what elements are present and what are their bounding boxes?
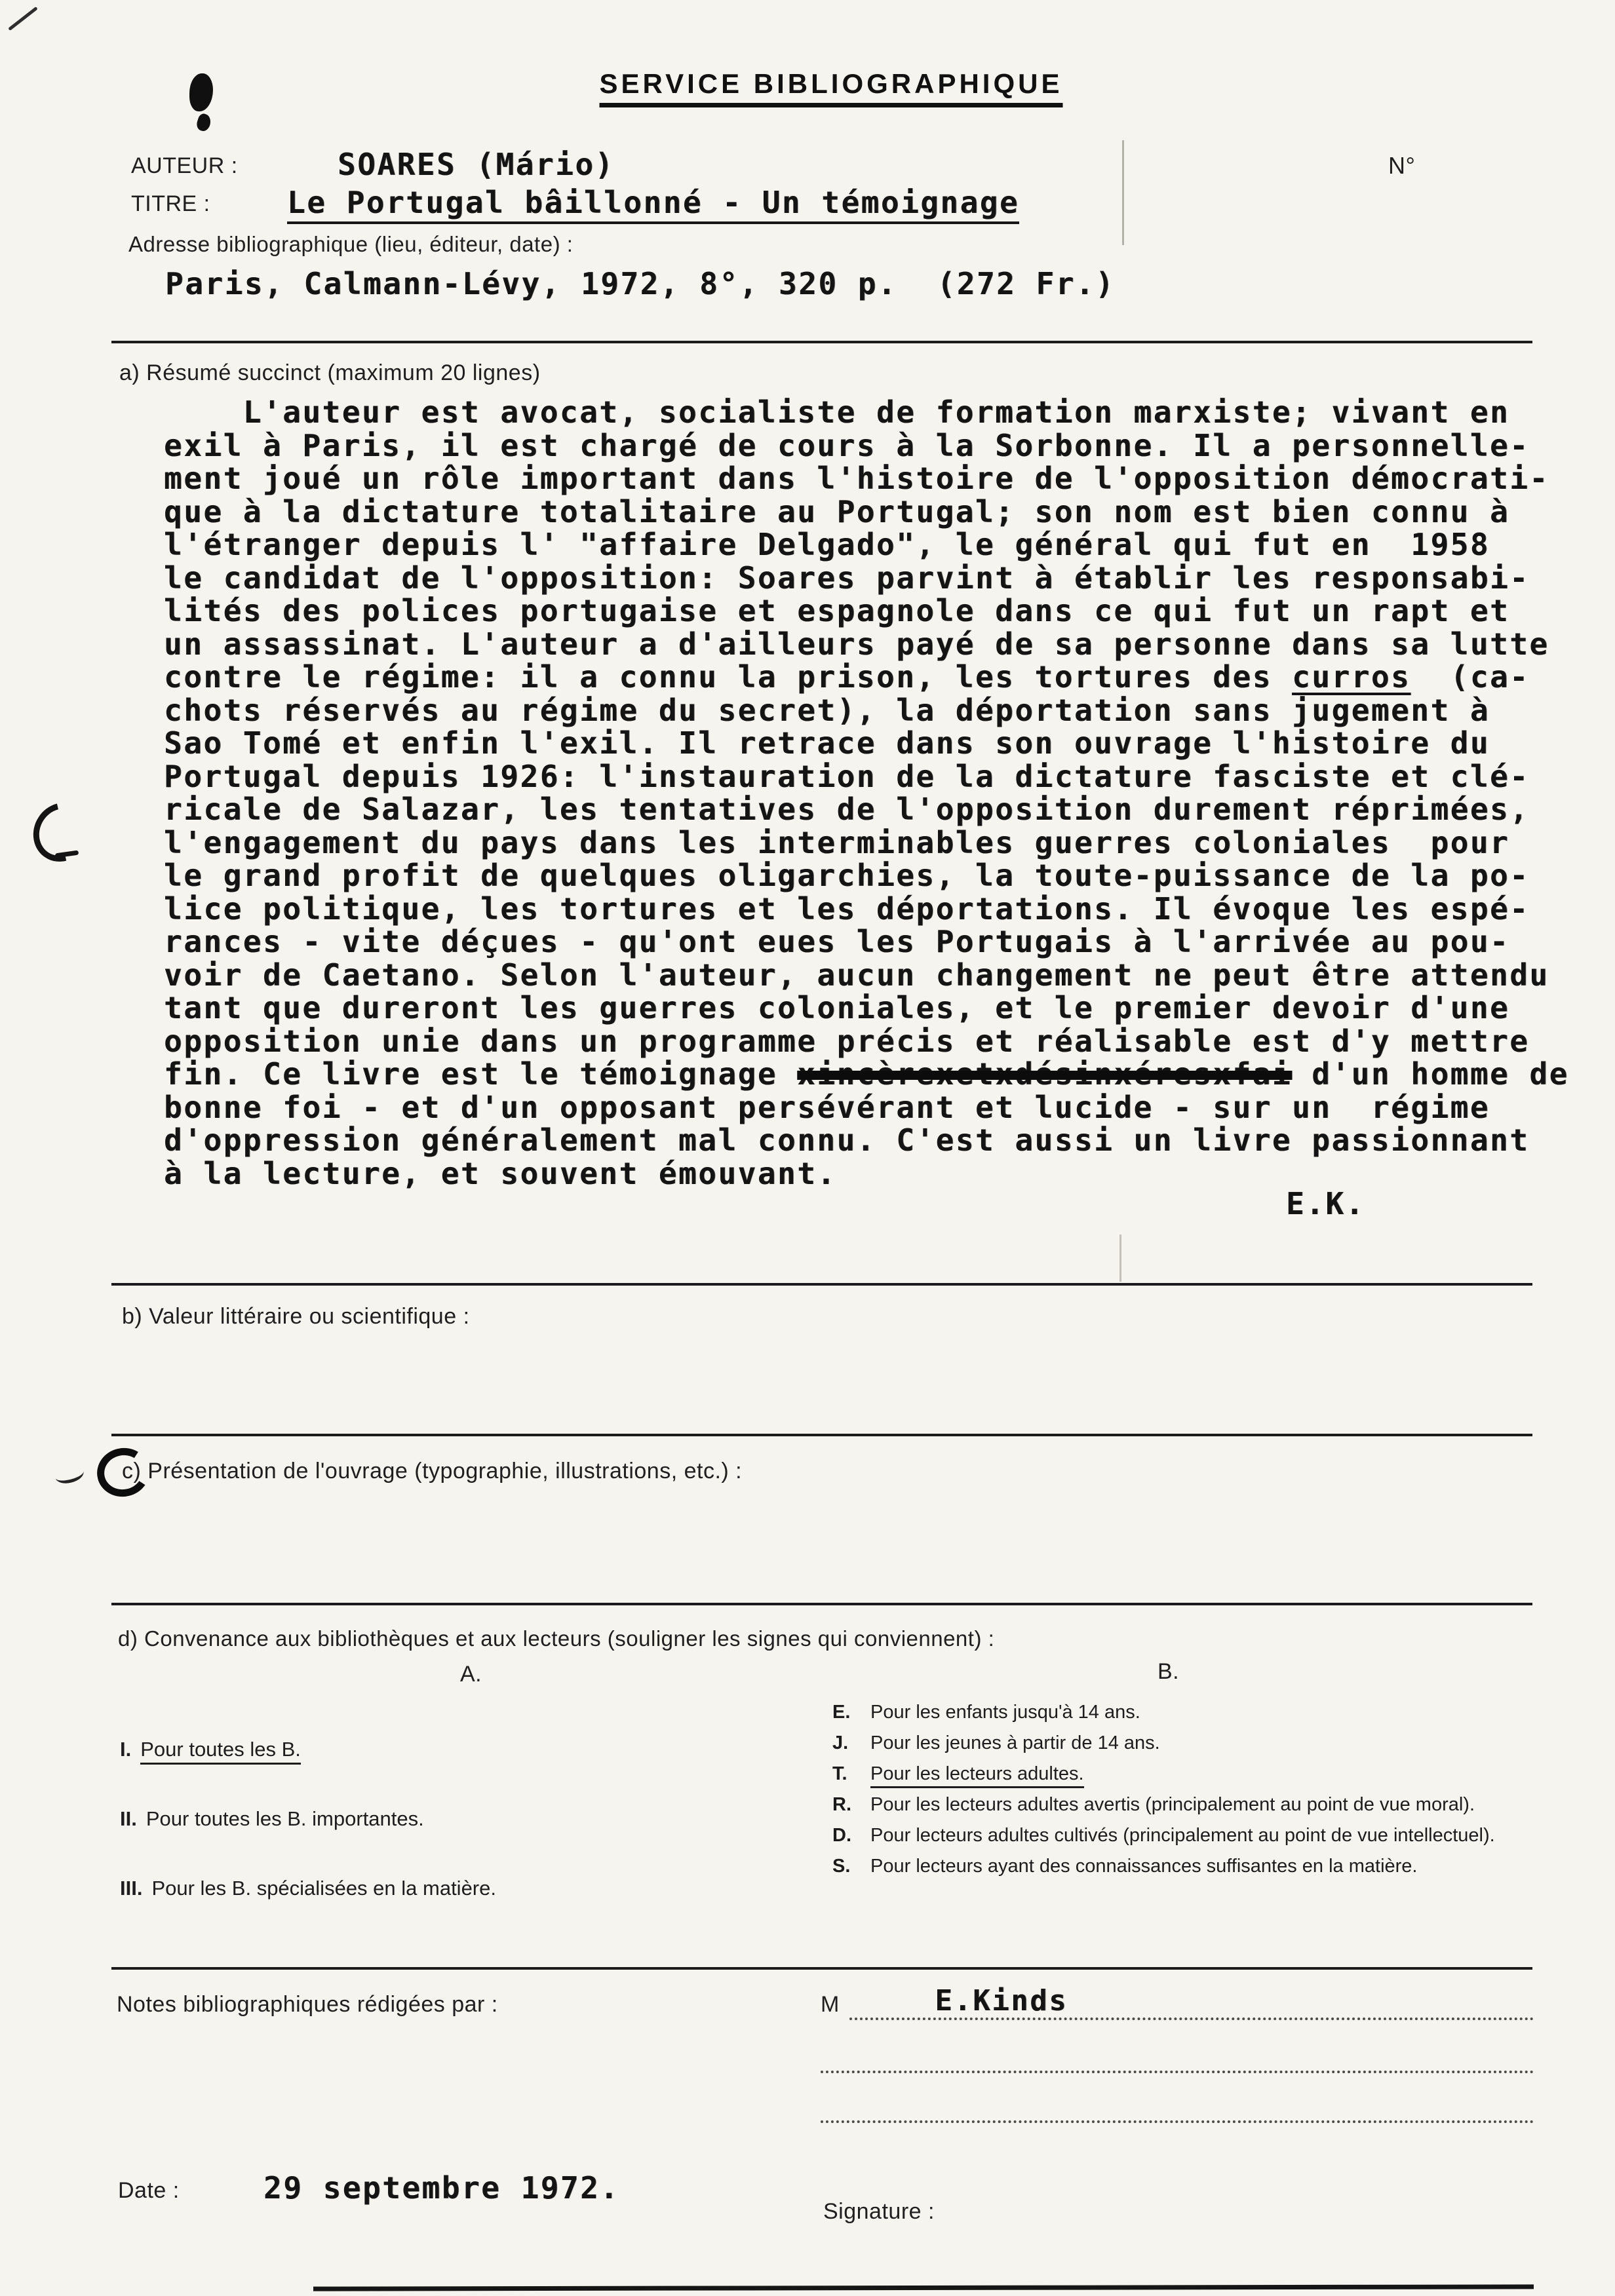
library-option-iii [120,1877,496,1900]
blank-fill-line [821,2061,1534,2073]
date-label: Date : [118,2178,180,2203]
resume-line: ment joué un rôle important dans l'histoire de l'opposition démocrati- [164,461,1549,496]
adresse-value: Paris, Calmann-Lévy, 1972, 8°, 320 p. (272 Fr.) [165,266,1116,301]
titre-value: Le Portugal bâillonné - Un témoignage [287,185,1019,224]
option-numeral: I. [120,1738,132,1761]
blank-fill-line [821,2111,1534,2123]
resume-line: opposition unie dans un programme précis et réalisable est d'y mettre [164,1023,1530,1059]
reader-option-d [832,1822,1537,1850]
resume-line: rances - vite déçues - qu'ont eues les Portugais à l'arrivée au pou- [164,924,1510,959]
library-option-i [120,1738,301,1761]
resume-line: L'auteur est avocat, socialiste de formation marxiste; vivant en [164,394,1510,430]
option-letter: R. [832,1794,851,1815]
resume-text-block [164,396,1569,1190]
option-text: Pour les lecteurs adultes. [870,1760,1537,1788]
date-value: 29 septembre 1972. [263,2170,620,2206]
fold-line-artifact [1122,140,1124,245]
option-letter: J. [832,1732,849,1753]
option-text: Pour lecteurs adultes cultivés (principalement au point de vue intellectuel). [870,1825,1495,1846]
resume-line: exil à Paris, il est chargé de cours à la Sorbonne. Il a personnelle- [164,427,1530,463]
ink-blob-artifact [195,113,212,133]
resume-line: tant que dureront les guerres coloniales, et le premier devoir d'une [164,990,1510,1025]
handwritten-margin-mark [22,792,101,873]
option-numeral: III. [120,1877,143,1900]
resume-line: lités des polices portugaise et espagnole dans ce qui fut un rapt et [164,593,1510,628]
section-c-label: c) Présentation de l'ouvrage (typographie, illustrations, etc.) : [122,1459,743,1483]
number-label: N° [1388,152,1416,179]
auteur-value: SOARES (Mário) [338,147,615,182]
section-b-label: b) Valeur littéraire ou scientifique : [122,1304,470,1329]
column-a-header: A. [460,1662,482,1687]
resume-line: contre le régime: il a connu la prison, les tortures des curros (ca- [164,659,1530,695]
option-text: Pour les B. spécialisées en la matière. [151,1877,496,1900]
section-divider [111,1603,1532,1605]
resume-line: le candidat de l'opposition: Soares parvint à établir les responsabi- [164,560,1530,596]
scan-corner-mark [8,7,38,31]
resume-line: le grand profit de quelques oligarchies, la toute-puissance de la po- [164,858,1530,893]
section-divider [111,1967,1532,1970]
resume-line: un assassinat. L'auteur a d'ailleurs payé de sa personne dans sa lutte [164,626,1549,662]
section-a-label: a) Résumé succinct (maximum 20 lignes) [119,360,541,385]
section-divider [111,341,1532,343]
resume-line: voir de Caetano. Selon l'auteur, aucun changement ne peut être attendu [164,957,1549,993]
fold-line-artifact [1119,1234,1121,1282]
resume-line: l'engagement du pays dans les interminables guerres coloniales pour [164,824,1510,860]
adresse-label: Adresse bibliographique (lieu, éditeur, date) : [128,232,574,256]
section-divider [111,1283,1532,1286]
option-text: Pour toutes les B. [140,1738,301,1765]
resume-line: bonne foi - et d'un opposant persévérant et lucide - sur un régime [164,1089,1490,1125]
notes-label: Notes bibliographiques rédigées par : [117,1992,498,2017]
option-text: Pour toutes les B. importantes. [146,1807,424,1830]
pen-scribble-artifact [54,1463,86,1486]
reader-option-t [832,1760,1537,1788]
resume-line: l'étranger depuis l' "affaire Delgado", le général qui fut en 1958 [164,527,1490,562]
reader-option-e [832,1698,1537,1727]
notes-author-line [821,1984,1534,2020]
option-text: Pour les jeunes à partir de 14 ans. [870,1732,1160,1753]
section-divider [111,1434,1532,1436]
reviewer-initials: E.K. [1286,1186,1365,1221]
resume-line: Sao Tomé et enfin l'exil. Il retrace dans son ouvrage l'histoire du [164,725,1490,761]
option-text: Pour les enfants jusqu'à 14 ans. [870,1702,1140,1723]
reader-option-s [832,1852,1537,1881]
column-b-header: B. [1158,1659,1180,1684]
page-title-text: SERVICE BIBLIOGRAPHIQUE [600,68,1063,107]
resume-line: chots réservés au régime du secret), la déportation sans jugement à [164,692,1490,728]
reader-option-j [832,1729,1537,1757]
resume-line: d'oppression généralement mal connu. C'est aussi un livre passionnant [164,1122,1530,1158]
option-numeral: II. [120,1807,137,1830]
page-title [600,68,1063,107]
option-text: Pour les lecteurs adultes avertis (principalement au point de vue moral). [870,1794,1475,1815]
titre-label: TITRE : [131,191,210,216]
resume-line: lice politique, les tortures et les déportations. Il évoque les espé- [164,890,1530,927]
resume-line: à la lecture, et souvent émouvant. [164,1155,837,1191]
resume-line: Portugal depuis 1926: l'instauration de la dictature fasciste et clé- [164,758,1530,794]
section-d-label: d) Convenance aux bibliothèques et aux lecteurs (souligner les signes qui conviennent) : [118,1626,995,1651]
signature-label: Signature : [823,2199,935,2224]
resume-line: fin. Ce livre est le témoignage xincèrexetxdésinxéresxfai d'un homme de [164,1056,1569,1092]
library-option-ii [120,1807,424,1831]
notes-author-fill-line [849,1984,1534,2020]
resume-line: que à la dictature totalitaire au Portugal; son nom est bien connu à [164,493,1510,529]
reader-option-r [832,1791,1537,1819]
option-letter: E. [832,1702,851,1723]
m-label: M [821,1992,840,2017]
auteur-label: AUTEUR : [131,153,238,178]
ink-blob-artifact [189,73,213,111]
option-text: Pour lecteurs ayant des connaissances suffisantes en la matière. [870,1856,1418,1877]
option-letter: T. [832,1763,847,1784]
reader-suitability-list [832,1698,1537,1883]
resume-line: ricale de Salazar, les tentatives de l'opposition durement réprimées, [164,792,1530,827]
option-letter: S. [832,1856,851,1877]
notes-author-value: E.Kinds [935,1984,1068,2018]
bottom-rule [313,2284,1534,2291]
option-letter: D. [832,1825,851,1846]
